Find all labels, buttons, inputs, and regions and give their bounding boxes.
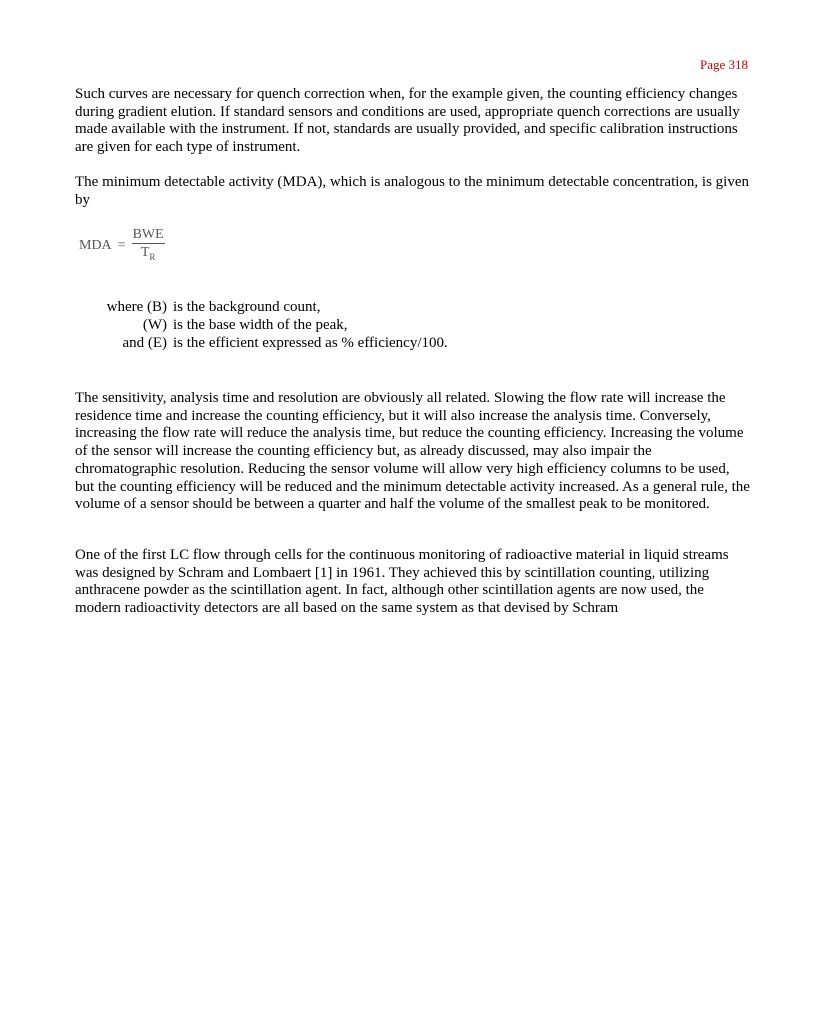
mda-formula [79,227,165,266]
definition-description: is the efficient expressed as % efficiency/100. [173,335,448,351]
paragraph-quench-correction: Such curves are necessary for quench correction when, for the example given, the counting efficiency changes during gradient elution. If standard sensors and conditions are used, appropriate quench corrections are usually made available with the instrument. If not, standards are usually provided, and specific calibration instructions are given for each type of instrument. [75,86,740,156]
paragraph-mda-intro: The minimum detectable activity (MDA), which is analogous to the minimum detectable concentration, is given by [75,174,749,208]
definition-description: is the base width of the peak, [173,317,348,333]
definition-description: is the background count, [173,299,321,315]
page-number: Page 318 [699,57,748,72]
formula-equals: = [117,238,126,254]
definition-row [96,334,448,352]
formula-lhs: MDA [79,238,112,254]
definition-term: and (E) [122,335,167,351]
definition-row [96,298,448,316]
paragraph-sensitivity: The sensitivity, analysis time and resolution are obviously all related. Slowing the flow rate will increase the residence time and increase the counting efficiency, but it will also increase the analysis time. Conversely, increasing the flow rate will reduce the analysis time, but reduce the counting efficiency. Increasing the volume of the sensor will increase the counting efficiency but, as already discussed, may also impair the chromatographic resolution. Reducing the sensor volume will allow very high efficiency columns to be used, but the counting efficiency will be reduced and the minimum detectable activity increased. As a general rule, the volume of a sensor should be between a quarter and half the volume of the smallest peak to be monitored. [75,390,750,513]
formula-numerator: BWE [132,227,164,242]
definition-row [96,316,448,334]
paragraph-history: One of the first LC flow through cells for the continuous monitoring of radioactive material in liquid streams was designed by Schram and Lombaert [1] in 1961. They achieved this by scintillation counting, utilizing anthracene powder as the scintillation agent. In fact, although other scintillation agents are now used, the modern radioactivity detectors are all based on the same system as that devised by Schram [75,547,729,617]
formula-denominator-main: T [140,245,150,260]
definition-term: (W) [142,317,167,333]
definition-term: where (B) [106,299,167,315]
formula-denominator-subscript: R [149,251,156,262]
variable-definitions [96,298,448,352]
formula-fraction [132,227,165,266]
formula-denominator [141,244,156,266]
